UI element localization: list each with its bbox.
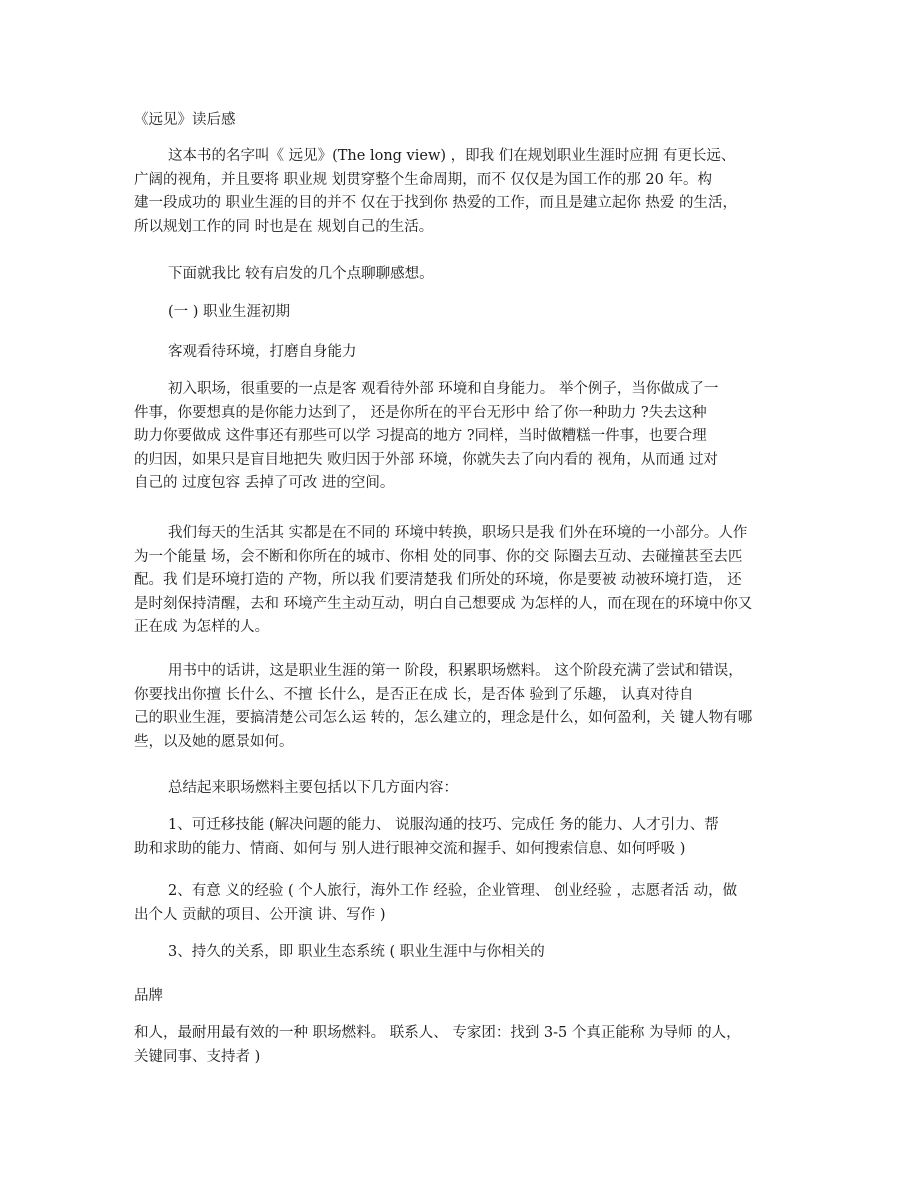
text-line: 出个人 贡献的项目、公开演 讲、写作 ) — [134, 906, 386, 923]
paragraph-people — [134, 1022, 794, 1069]
text-line: 为一个能量 场，会不断和你所在的城市、你相 处的同事、你的交 际圈去互动、去碰撞甚至去匹 — [134, 548, 743, 565]
text-line: 所以规划工作的同 时也是在 规划自己的生活。 — [134, 218, 434, 235]
document-title: 《远见》读后感 — [134, 112, 236, 128]
paragraph-brand — [134, 985, 794, 1009]
text-line: 客观看待环境，打磨自身能力 — [168, 344, 357, 360]
text-line: 和人，最耐用最有效的一种 职场燃料。 联系人、 专家团：找到 3-5 个真正能称 为导师 的人， — [134, 1025, 741, 1041]
text-line: 初入职场，很重要的一点是客 观看待外部 环境和自身能力。 举个例子，当你做成了一 — [168, 381, 719, 397]
text-line: 的归因，如果只是盲目地把失 败归因于外部 环境，你就失去了向内看的 视角，从而通 过对 — [134, 451, 718, 468]
paragraph-quote — [134, 660, 794, 754]
paragraph-daily-life — [134, 522, 794, 640]
text-line: 2、有意 义的经验 ( 个人旅行，海外工作 经验，企业管理、 创业经验 ，志愿者活 动，做 — [168, 883, 738, 899]
subheading — [134, 341, 794, 365]
text-line: 品牌 — [134, 988, 163, 1004]
text-line: 配。我 们是环境打造的 产物，所以我 们要清楚我 们所处的环境，你是要被 动被环境打造， 还 — [134, 572, 742, 588]
text-line: 助和求助的能力、情商、如何与 别人进行眼神交流和握手、如何搜索信息、如何呼吸 ) — [134, 840, 686, 857]
text-line: 正在成 为怎样的人。 — [134, 619, 270, 635]
paragraph-transition — [134, 263, 794, 287]
list-item-transferable-skills — [134, 814, 794, 861]
paragraph-intro — [134, 145, 794, 239]
paragraph-environment — [134, 378, 794, 496]
text-line: 总结起来职场燃料主要包括以下几方面内容： — [168, 780, 458, 796]
text-line: 助力你要做成 这件事还有那些可以学 习提高的地方 ?同样，当时做糟糕一件事，也要合理 — [134, 428, 707, 444]
text-line: (一 ) 职业生涯初期 — [168, 304, 291, 320]
paragraph-summary — [134, 777, 794, 801]
text-line: 广阔的视角，并且要将 职业规 划贯穿整个生命周期，而不 仅仅是为国工作的那 20 年。构 — [134, 171, 712, 188]
section-heading — [134, 301, 794, 325]
text-line: 下面就我比 较有启发的几个点聊聊感想。 — [168, 266, 434, 282]
text-line: 些，以及她的愿景如何。 — [134, 733, 294, 750]
text-line: 建一段成功的 职业生涯的目的并不 仅在于找到你 热爱的工作，而且是建立起你 热爱 的生活， — [134, 195, 738, 211]
text-line: 己的职业生涯，要搞清楚公司怎么运 转的，怎么建立的，理念是什么，如何盈利，关 键人物有哪 — [134, 710, 753, 726]
text-line: 这本书的名字叫《 远见》(The long view) ，即我 们在规划职业生涯时应拥 有更长远、 — [168, 148, 736, 164]
text-line: 3、持久的关系，即 职业生态系统 ( 职业生涯中与你相关的 — [168, 944, 545, 960]
text-line: 是时刻保持清醒，去和 环境产生主动互动，明白自己想要成 为怎样的人，而在现在的环境中你又 — [134, 595, 753, 612]
text-line: 1、可迁移技能 (解决问题的能力、 说服沟通的技巧、完成任 务的能力、人才引力、帮 — [168, 817, 719, 833]
list-item-lasting-relationships — [134, 941, 794, 965]
text-line: 用书中的话讲，这是职业生涯的第一 阶段，积累职场燃料。 这个阶段充满了尝试和错误， — [168, 663, 743, 679]
text-line: 我们每天的生活其 实都是在不同的 环境中转换，职场只是我 们外在环境的一小部分。人作 — [168, 525, 748, 541]
list-item-meaningful-experience — [134, 880, 794, 927]
text-line: 你要找出你擅 长什么、不擅 长什么，是否正在成 长，是否体 验到了乐趣， 认真对待自 — [134, 686, 694, 703]
text-line: 自己的 过度包容 丢掉了可改 进的空间。 — [134, 475, 395, 491]
text-line: 件事，你要想真的是你能力达到了， 还是你所在的平台无形中 给了你一种助力 ?失去这种 — [134, 404, 707, 421]
text-line: 关键同事、支持者 ) — [134, 1048, 261, 1065]
